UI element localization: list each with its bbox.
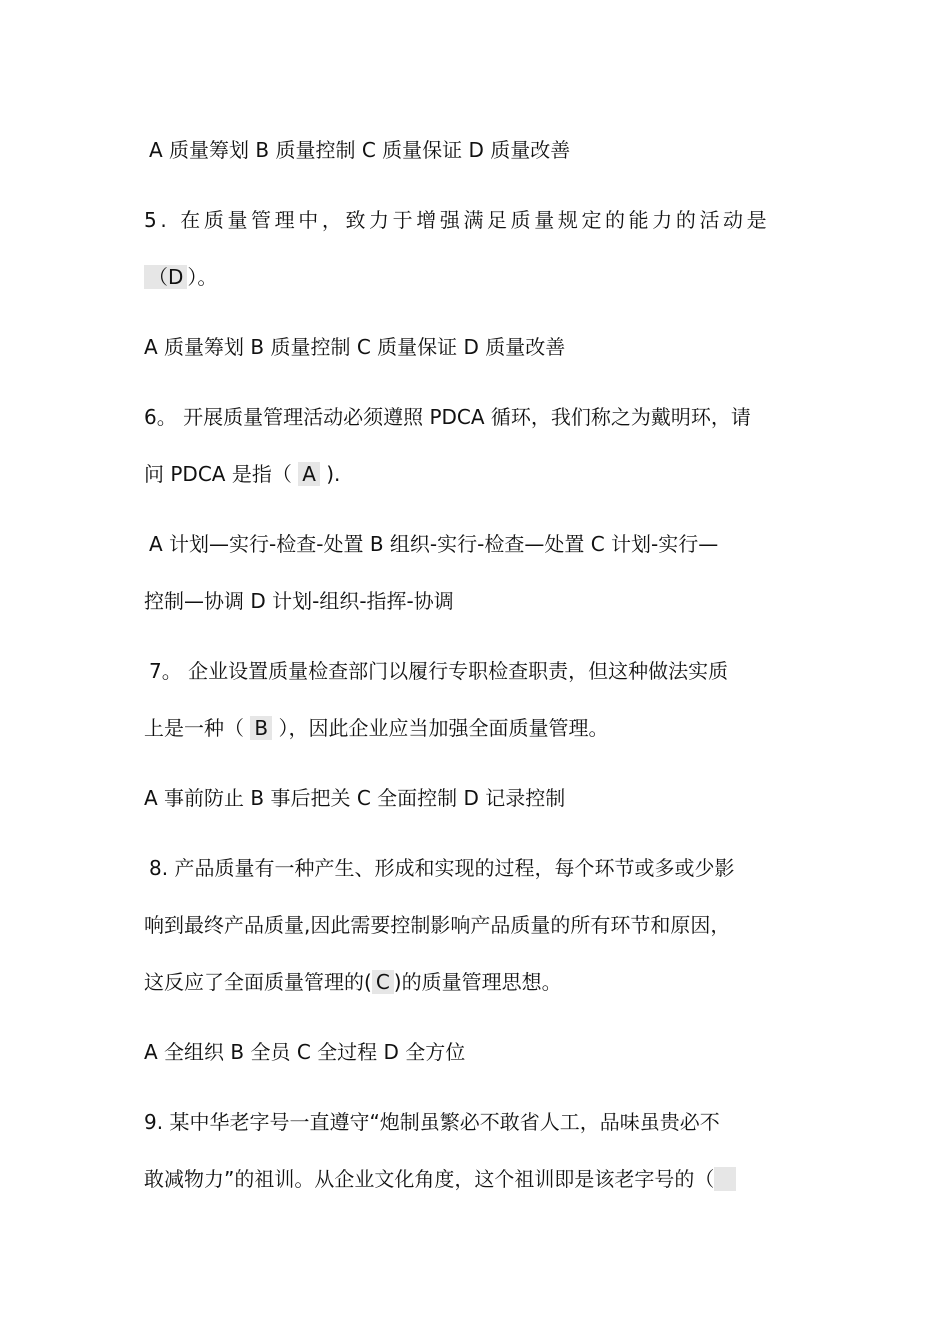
q4-options: A 质量筹划 B 质量控制 C 质量保证 D 质量改善 bbox=[149, 138, 571, 162]
q8-suffix: )的质量管理思想。 bbox=[393, 970, 562, 994]
q9-answer-blank bbox=[714, 1167, 736, 1191]
q7-text-line2 bbox=[144, 716, 608, 740]
q5-close: ）。 bbox=[187, 265, 218, 289]
q6-text-line1: 6。 开展质量管理活动必须遵照 PDCA 循环，我们称之为戴明环，请 bbox=[144, 405, 751, 429]
q7-answer: B bbox=[250, 716, 272, 740]
q6-answer: A bbox=[298, 462, 320, 486]
q8-options: A 全组织 B 全员 C 全过程 D 全方位 bbox=[144, 1040, 466, 1064]
q6-text-line2 bbox=[144, 462, 340, 486]
q7-text-line1: 7。 企业设置质量检查部门以履行专职检查职责，但这种做法实质 bbox=[149, 659, 729, 683]
q9-text-line2 bbox=[144, 1167, 736, 1191]
q6-suffix: ). bbox=[319, 462, 341, 486]
q6-options-line1: A 计划—实行-检查-处置 B 组织-实行-检查—处置 C 计划-实行— bbox=[149, 532, 719, 556]
q9-text: 敢减物力”的祖训。从企业文化角度，这个祖训即是该老字号的（ bbox=[144, 1167, 715, 1191]
q5-text-line2 bbox=[144, 265, 217, 289]
q5-answer: D bbox=[168, 265, 184, 289]
q8-text-line1: 8. 产品质量有一种产生、形成和实现的过程，每个环节或多或少影 bbox=[149, 856, 735, 880]
q5-text-line1: 5. 在质量管理中，致力于增强满足质量规定的能力的活动是 bbox=[144, 208, 771, 232]
q8-answer: C bbox=[372, 970, 394, 994]
q7-prefix: 上是一种（ bbox=[144, 716, 251, 740]
q5-open-paren: （D bbox=[144, 265, 187, 289]
q8-prefix: 这反应了全面质量管理的( bbox=[144, 970, 372, 994]
q5-options: A 质量筹划 B 质量控制 C 质量保证 D 质量改善 bbox=[144, 335, 566, 359]
q8-text-line3 bbox=[144, 970, 562, 994]
q6-options-line2: 控制—协调 D 计划-组织-指挥-协调 bbox=[144, 589, 454, 613]
q6-prefix: 问 PDCA 是指（ bbox=[144, 462, 299, 486]
q8-text-line2: 响到最终产品质量,因此需要控制影响产品质量的所有环节和原因， bbox=[144, 913, 731, 937]
q7-options: A 事前防止 B 事后把关 C 全面控制 D 记录控制 bbox=[144, 786, 566, 810]
q7-suffix: ），因此企业应当加强全面质量管理。 bbox=[272, 716, 609, 740]
q9-text-line1: 9. 某中华老字号一直遵守“炮制虽繁必不敢省人工，品味虽贵必不 bbox=[144, 1110, 720, 1134]
